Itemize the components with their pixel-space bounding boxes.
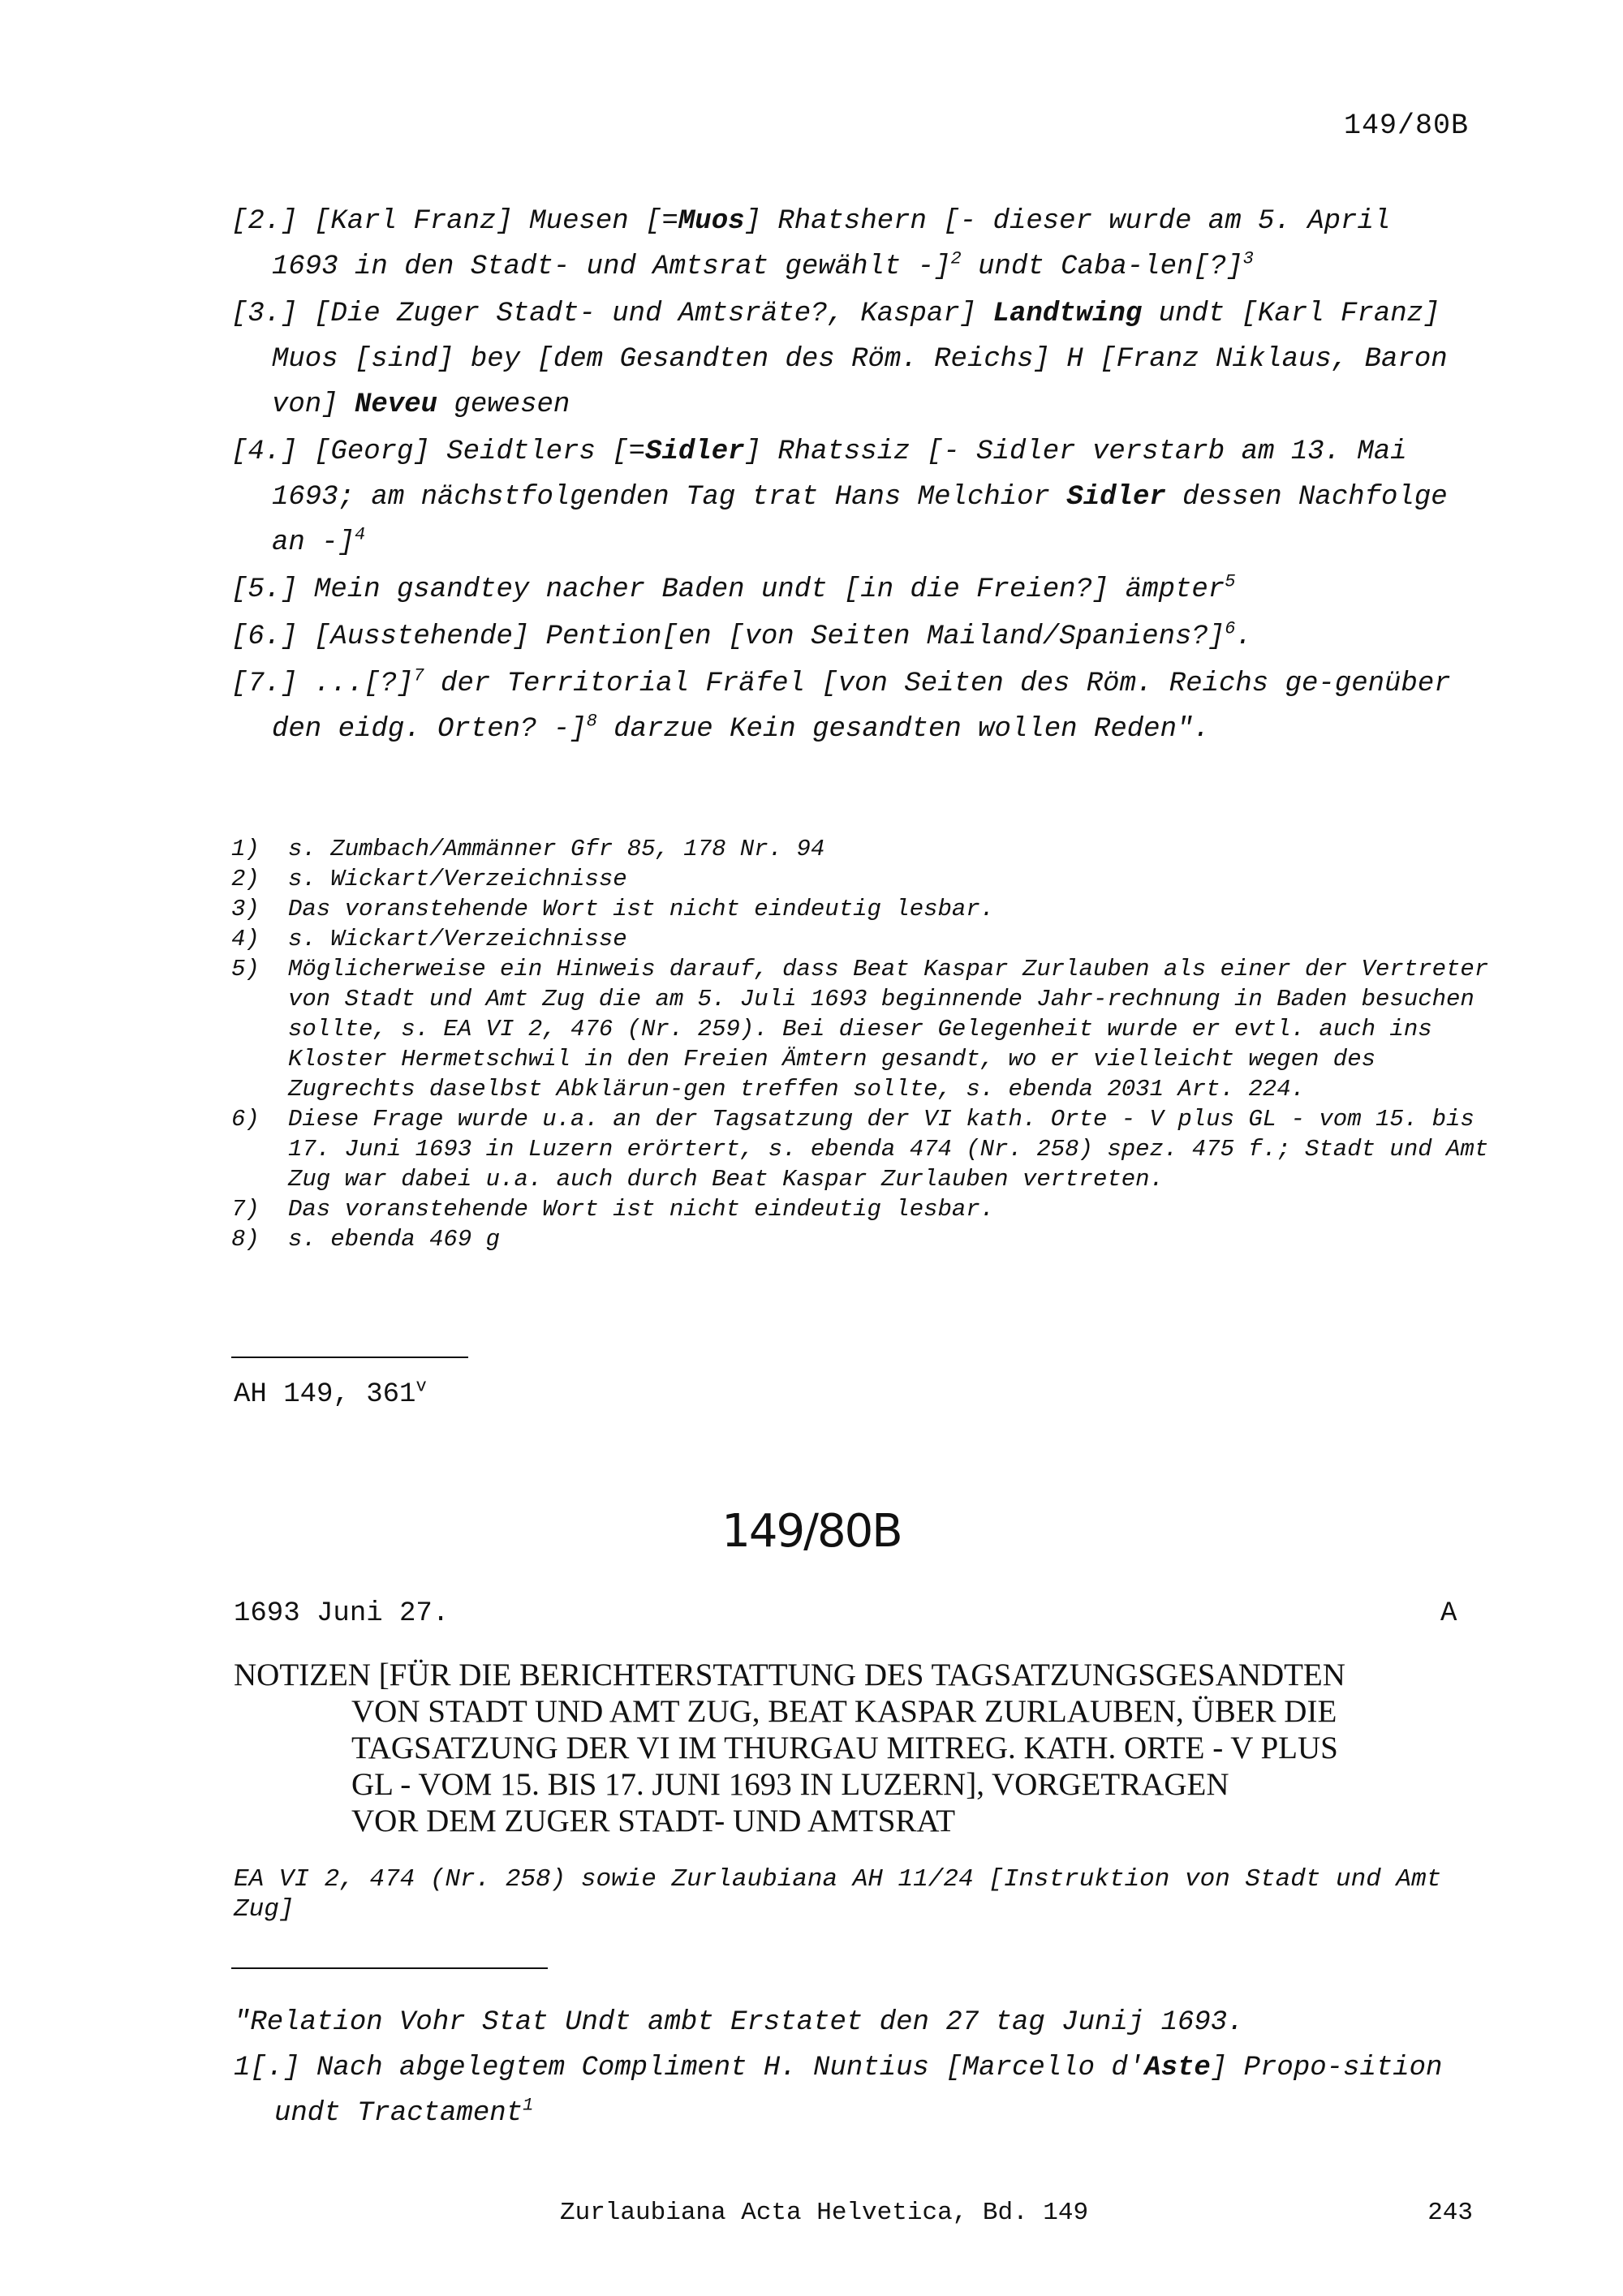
footnote: 6) Diese Frage wurde u.a. an der Tagsatzung der VI kath. Orte - V plus GL - vom 15. bis 17. Juni 1693 in Luzern erörtert, s. ebenda 474 (Nr. 258) spez. 475 f.; Stadt und Amt Zug war dabei u.a. auch durch Beat Kaspar Zurlauben vertreten. — [231, 1106, 1489, 1193]
heading-line: VOR DEM ZUGER STADT- UND AMTSRAT — [351, 1804, 956, 1838]
footnote: 2) s. Wickart/Verzeichnisse — [231, 866, 627, 892]
document-letter: A — [1440, 1598, 1457, 1629]
footnote: 4) s. Wickart/Verzeichnisse — [231, 926, 627, 952]
relation-line: "Relation Vohr Stat Undt ambt Erstatet den 27 tag Junij 1693. — [234, 2007, 1244, 2038]
footnote: 3) Das voranstehende Wort ist nicht eindeutig lesbar. — [231, 896, 995, 922]
entry-5: [5.] Mein gsandtey nacher Baden undt [in die Freien?] ämpter$^5$ — [231, 571, 1236, 605]
document-number: 149/80B — [721, 1505, 902, 1558]
footnote: 7) Das voranstehende Wort ist nicht eindeutig lesbar. — [231, 1196, 995, 1223]
section-divider — [231, 1967, 548, 1969]
section-divider — [231, 1357, 468, 1358]
footnote: 1) s. Zumbach/Ammänner Gfr 85, 178 Nr. 94 — [231, 836, 825, 862]
entry-6: [6.] [Ausstehende] Pention[en [von Seiten Mailand/Spaniens?]$^6$. — [231, 618, 1252, 652]
entry-2: [2.] [Karl Franz] Muesen [=Muos] Rhatshern [- dieser wurde am 5. April 1693 in den Stadt- und Amtsrat gewählt -]$^2$ undt Caba-len[?]$^3$ — [231, 206, 1391, 282]
footnote: 5) Möglicherweise ein Hinweis darauf, dass Beat Kaspar Zurlauben als einer der Vertreter von Stadt und Amt Zug die am 5. Juli 1693 beginnende Jahr-rechnung in Baden besuchen sollte, s. EA VI 2, 476 (Nr. 259). Bei dieser Gelegenheit wurde er evtl. auch ins Kloster Hermetschwil in den Freien Ämtern gesandt, wo er vielleicht wegen des Zugrechts daselbst Abklärun-gen treffen sollte, s. ebenda 2031 Art. 224. — [231, 956, 1489, 1103]
entry-7: [7.] ...[?]$^7$ der Territorial Fräfel [von Seiten des Röm. Reichs ge-genüber den eidg. Orten? -]$^8$ darzue Kein gesandten wollen Reden". — [231, 665, 1451, 745]
relation-text — [234, 2000, 1500, 2138]
footnotes — [231, 834, 1497, 1254]
document-heading — [234, 1657, 1500, 1839]
entry-3: [3.] [Die Zuger Stadt- und Amtsräte?, Kaspar] Landtwing undt [Karl Franz] Muos [sind] bey [dem Gesandten des Röm. Reichs] H [Franz Niklaus, Baron von] Neveu gewesen — [231, 299, 1448, 420]
page-number: 243 — [1427, 2199, 1473, 2227]
footnote: 8) s. ebenda 469 g — [231, 1226, 501, 1253]
heading-line: NOTIZEN [FÜR DIE BERICHTERSTATTUNG DES TAGSATZUNGSGESANDTEN — [234, 1658, 1345, 1692]
entry-4: [4.] [Georg] Seidtlers [=Sidler] Rhatssiz [- Sidler verstarb am 13. Mai 1693; am nächstfolgenden Tag trat Hans Melchior Sidler dessen Nachfolge an -]$^4$ — [231, 436, 1448, 558]
footer-title: Zurlaubiana Acta Helvetica, Bd. 149 — [560, 2199, 1089, 2227]
heading-line: TAGSATZUNG DER VI IM THURGAU MITREG. KATH. ORTE - V PLUS — [351, 1731, 1338, 1765]
entry-list — [231, 199, 1473, 754]
relation-entry: 1[.] Nach abgelegtem Compliment H. Nuntius [Marcello d'Aste] Propo-sition undt Tractament$^1$ — [234, 2053, 1443, 2129]
archive-reference: AH 149, 361$^v$ — [234, 1376, 427, 1410]
source-note: EA VI 2, 474 (Nr. 258) sowie Zurlaubiana AH 11/24 [Instruktion von Stadt und Amt Zug] — [234, 1865, 1442, 1924]
heading-line: GL - VOM 15. BIS 17. JUNI 1693 IN LUZERN], VORGETRAGEN — [351, 1767, 1229, 1802]
heading-line: VON STADT UND AMT ZUG, BEAT KASPAR ZURLAUBEN, ÜBER DIE — [351, 1694, 1337, 1729]
document-date: 1693 Juni 27. — [234, 1598, 450, 1629]
running-header: 149/80B — [1343, 110, 1469, 142]
